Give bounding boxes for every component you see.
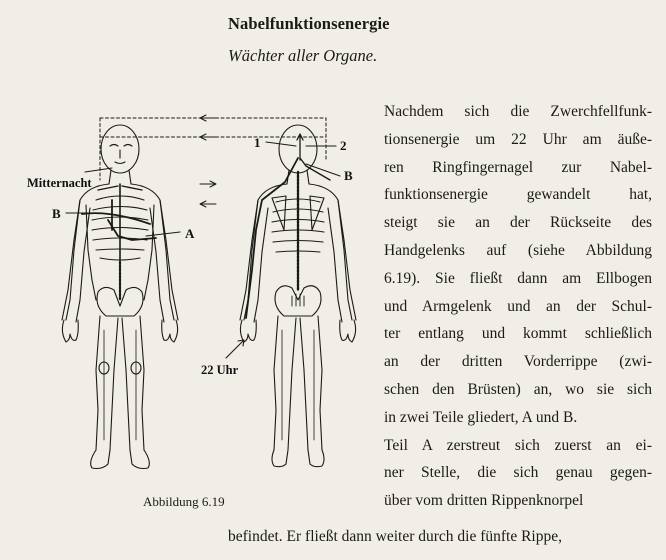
body-line: in zwei Teile gliedert, A und B. — [384, 408, 578, 426]
body-line: über vom dritten Rippenknorpel — [384, 492, 584, 510]
section-subtitle: Wächter aller Organe. — [228, 46, 378, 65]
body-line: steigt sie an der Rückseite des — [384, 214, 652, 232]
anatomy-figure — [0, 90, 380, 480]
body-line: an der dritten Vorderrippe (zwi- — [384, 353, 652, 371]
back-body-figure — [240, 125, 356, 467]
figure-caption: Abbildung 6.19 — [143, 494, 225, 509]
label-22-uhr: 22 Uhr — [201, 363, 239, 377]
body-line: Teil A zerstreut sich zuerst an ei- — [384, 436, 652, 454]
label-2: 2 — [340, 138, 347, 153]
body-final-line: befindet. Er fließt dann weiter durch die fünfte Rippe, — [228, 528, 562, 545]
label-b-front: B — [52, 206, 61, 221]
body-line: Nachdem sich die Zwerchfellfunk- — [384, 103, 652, 120]
label-midnight: Mitternacht — [27, 176, 92, 190]
energy-flow-arrows — [100, 115, 326, 207]
body-line: und Armgelenk und an der Schul- — [384, 297, 652, 315]
label-b-back: B — [344, 168, 353, 183]
body-line: schen den Brüsten) an, wo sie sich — [384, 380, 652, 398]
body-line: ter entlang und kommt schließlich — [384, 325, 652, 343]
label-a-front: A — [185, 226, 195, 241]
section-title: Nabelfunktionsenergie — [228, 14, 390, 33]
body-line: 6.19). Sie fließt dann am Ellbogen — [384, 269, 652, 287]
body-paragraph — [384, 98, 652, 515]
body-line: Handgelenks auf (siehe Abbildung — [384, 241, 652, 259]
body-line: ren Ringfingernagel zur Nabel- — [384, 158, 652, 176]
body-line: ner Stelle, die sich genau gegen- — [384, 464, 652, 482]
label-1: 1 — [254, 135, 261, 150]
body-line: tionsenergie um 22 Uhr am äuße- — [384, 130, 652, 148]
body-line: funktionsenergie gewandelt hat, — [384, 186, 652, 204]
